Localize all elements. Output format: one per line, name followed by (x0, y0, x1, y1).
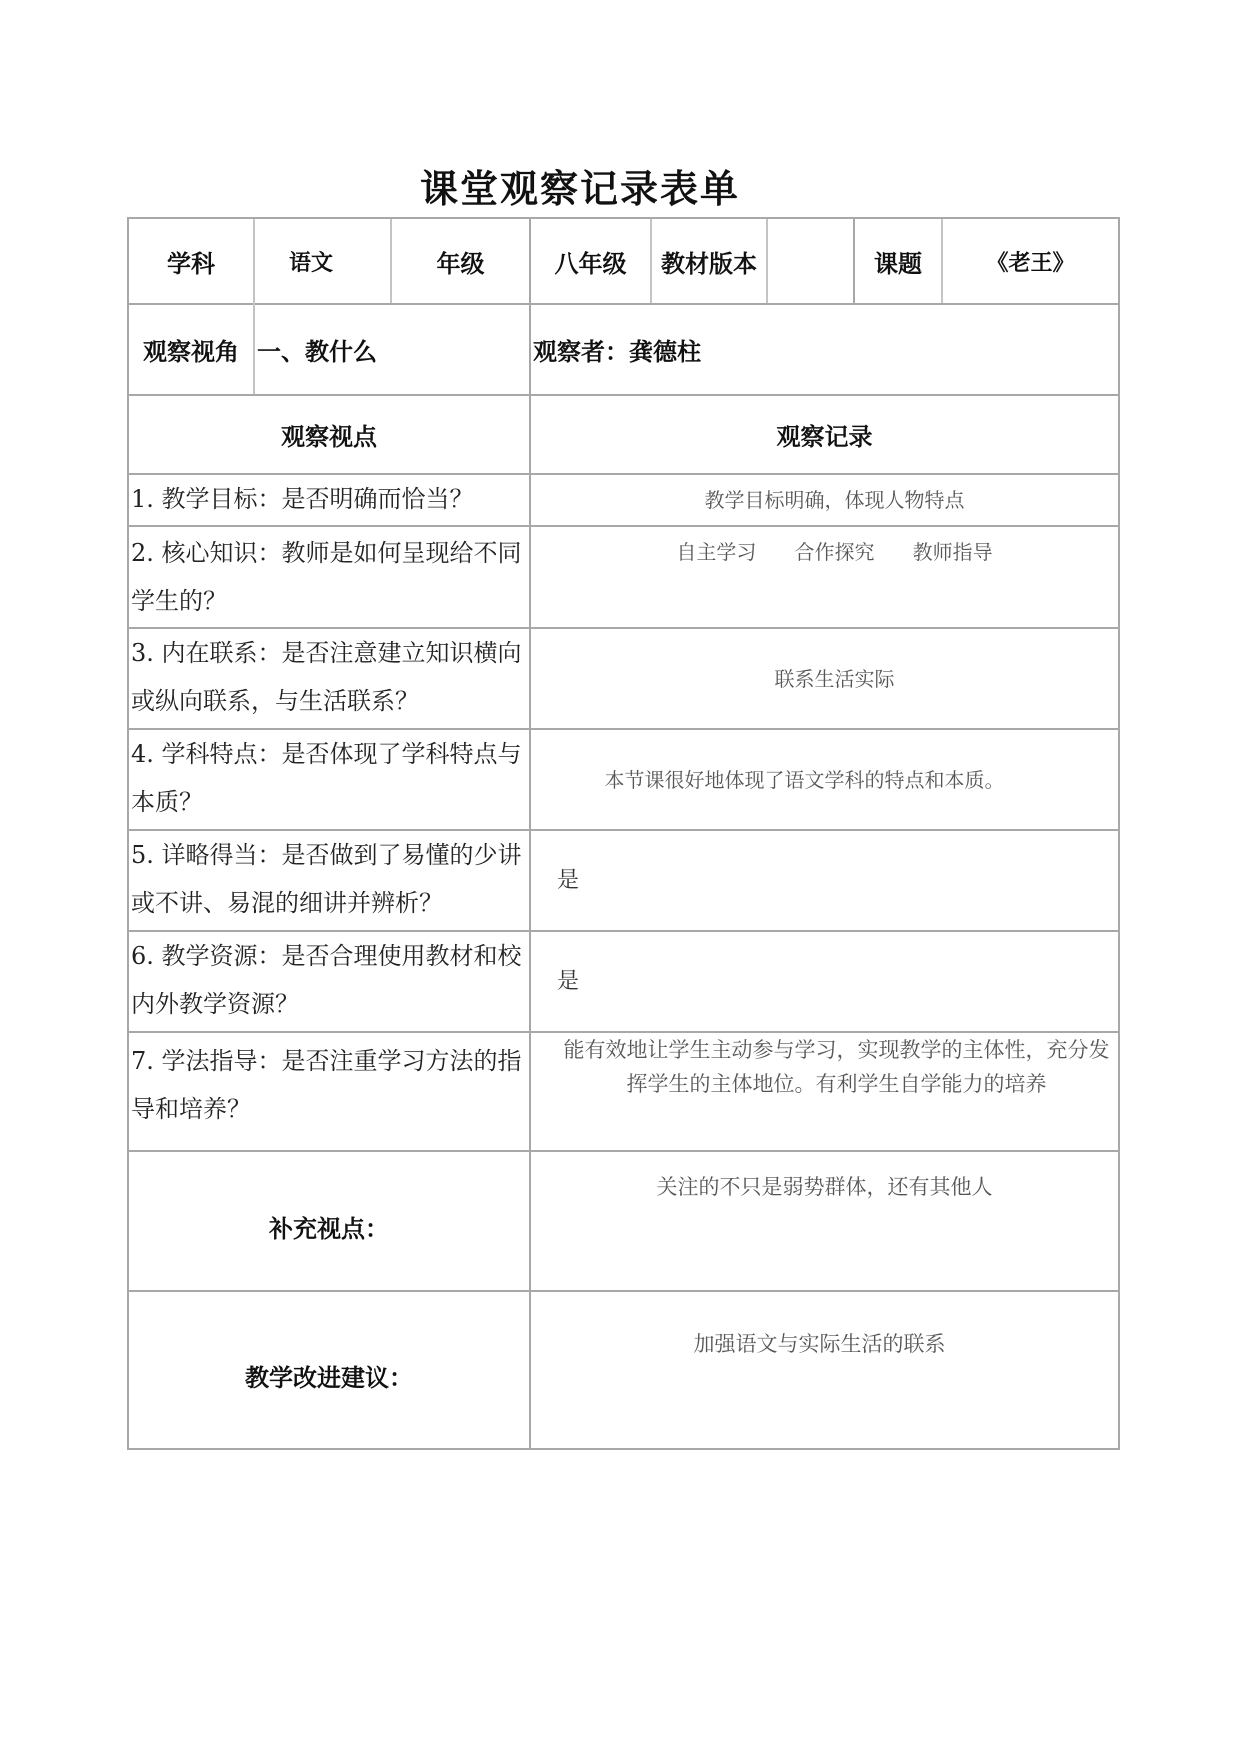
topic-value: 《老王》 (986, 250, 1075, 276)
edition-value (768, 219, 853, 303)
perspective-label: 观察视角 (143, 338, 239, 366)
subject-label: 学科 (167, 249, 215, 278)
observation-record-5: 是 (557, 867, 580, 893)
observation-form (127, 217, 1120, 1450)
observation-record-1: 教学目标明确，体现人物特点 (704, 488, 965, 512)
page-title: 课堂观察记录表单 (419, 167, 740, 211)
observation-point-6: 6. 教学资源：是否合理使用教材和校内外教学资源？ (131, 942, 522, 1018)
observation-record-6: 是 (557, 968, 580, 994)
observation-point-5: 5. 详略得当：是否做到了易懂的少讲或不讲、易混的细讲并辨析？ (131, 841, 522, 917)
observation-point-7: 7. 学法指导：是否注重学习方法的指导和培养？ (131, 1047, 522, 1123)
observation-point-1: 1. 教学目标：是否明确而恰当？ (131, 485, 474, 513)
subject-value: 语文 (288, 250, 333, 276)
column-divider (253, 303, 255, 394)
perspective-value: 一、教什么 (257, 338, 377, 366)
observer-name: 观察者：龚德柱 (533, 338, 701, 366)
observation-record-4: 本节课很好地体现了语文学科的特点和本质。 (604, 767, 1005, 792)
suggestion-value: 加强语文与实际生活的联系 (693, 1332, 946, 1356)
supplement-label: 补充视点： (269, 1214, 389, 1243)
edition-label: 教材版本 (661, 249, 757, 278)
grade-label: 年级 (436, 249, 485, 278)
points-heading: 观察视点 (281, 423, 377, 451)
observation-record-2: 自主学习 合作探究 教师指导 (676, 540, 993, 564)
suggestion-label: 教学改进建议： (245, 1363, 413, 1392)
observation-point-2: 2. 核心知识：教师是如何呈现给不同学生的？ (131, 539, 522, 615)
grade-value: 八年级 (554, 249, 627, 278)
topic-label: 课题 (874, 249, 922, 278)
observation-record-7: 能有效地让学生主动参与学习，实现教学的主体性，充分发挥学生的主体地位。有利学生自学能力的培养 (563, 1038, 1110, 1096)
supplement-value: 关注的不只是弱势群体，还有其他人 (656, 1175, 993, 1199)
observation-point-3: 3. 内在联系：是否注意建立知识横向或纵向联系，与生活联系？ (131, 639, 522, 715)
observation-point-4: 4. 学科特点：是否体现了学科特点与本质？ (131, 740, 522, 816)
records-heading: 观察记录 (776, 423, 873, 451)
observation-record-3: 联系生活实际 (774, 666, 895, 691)
